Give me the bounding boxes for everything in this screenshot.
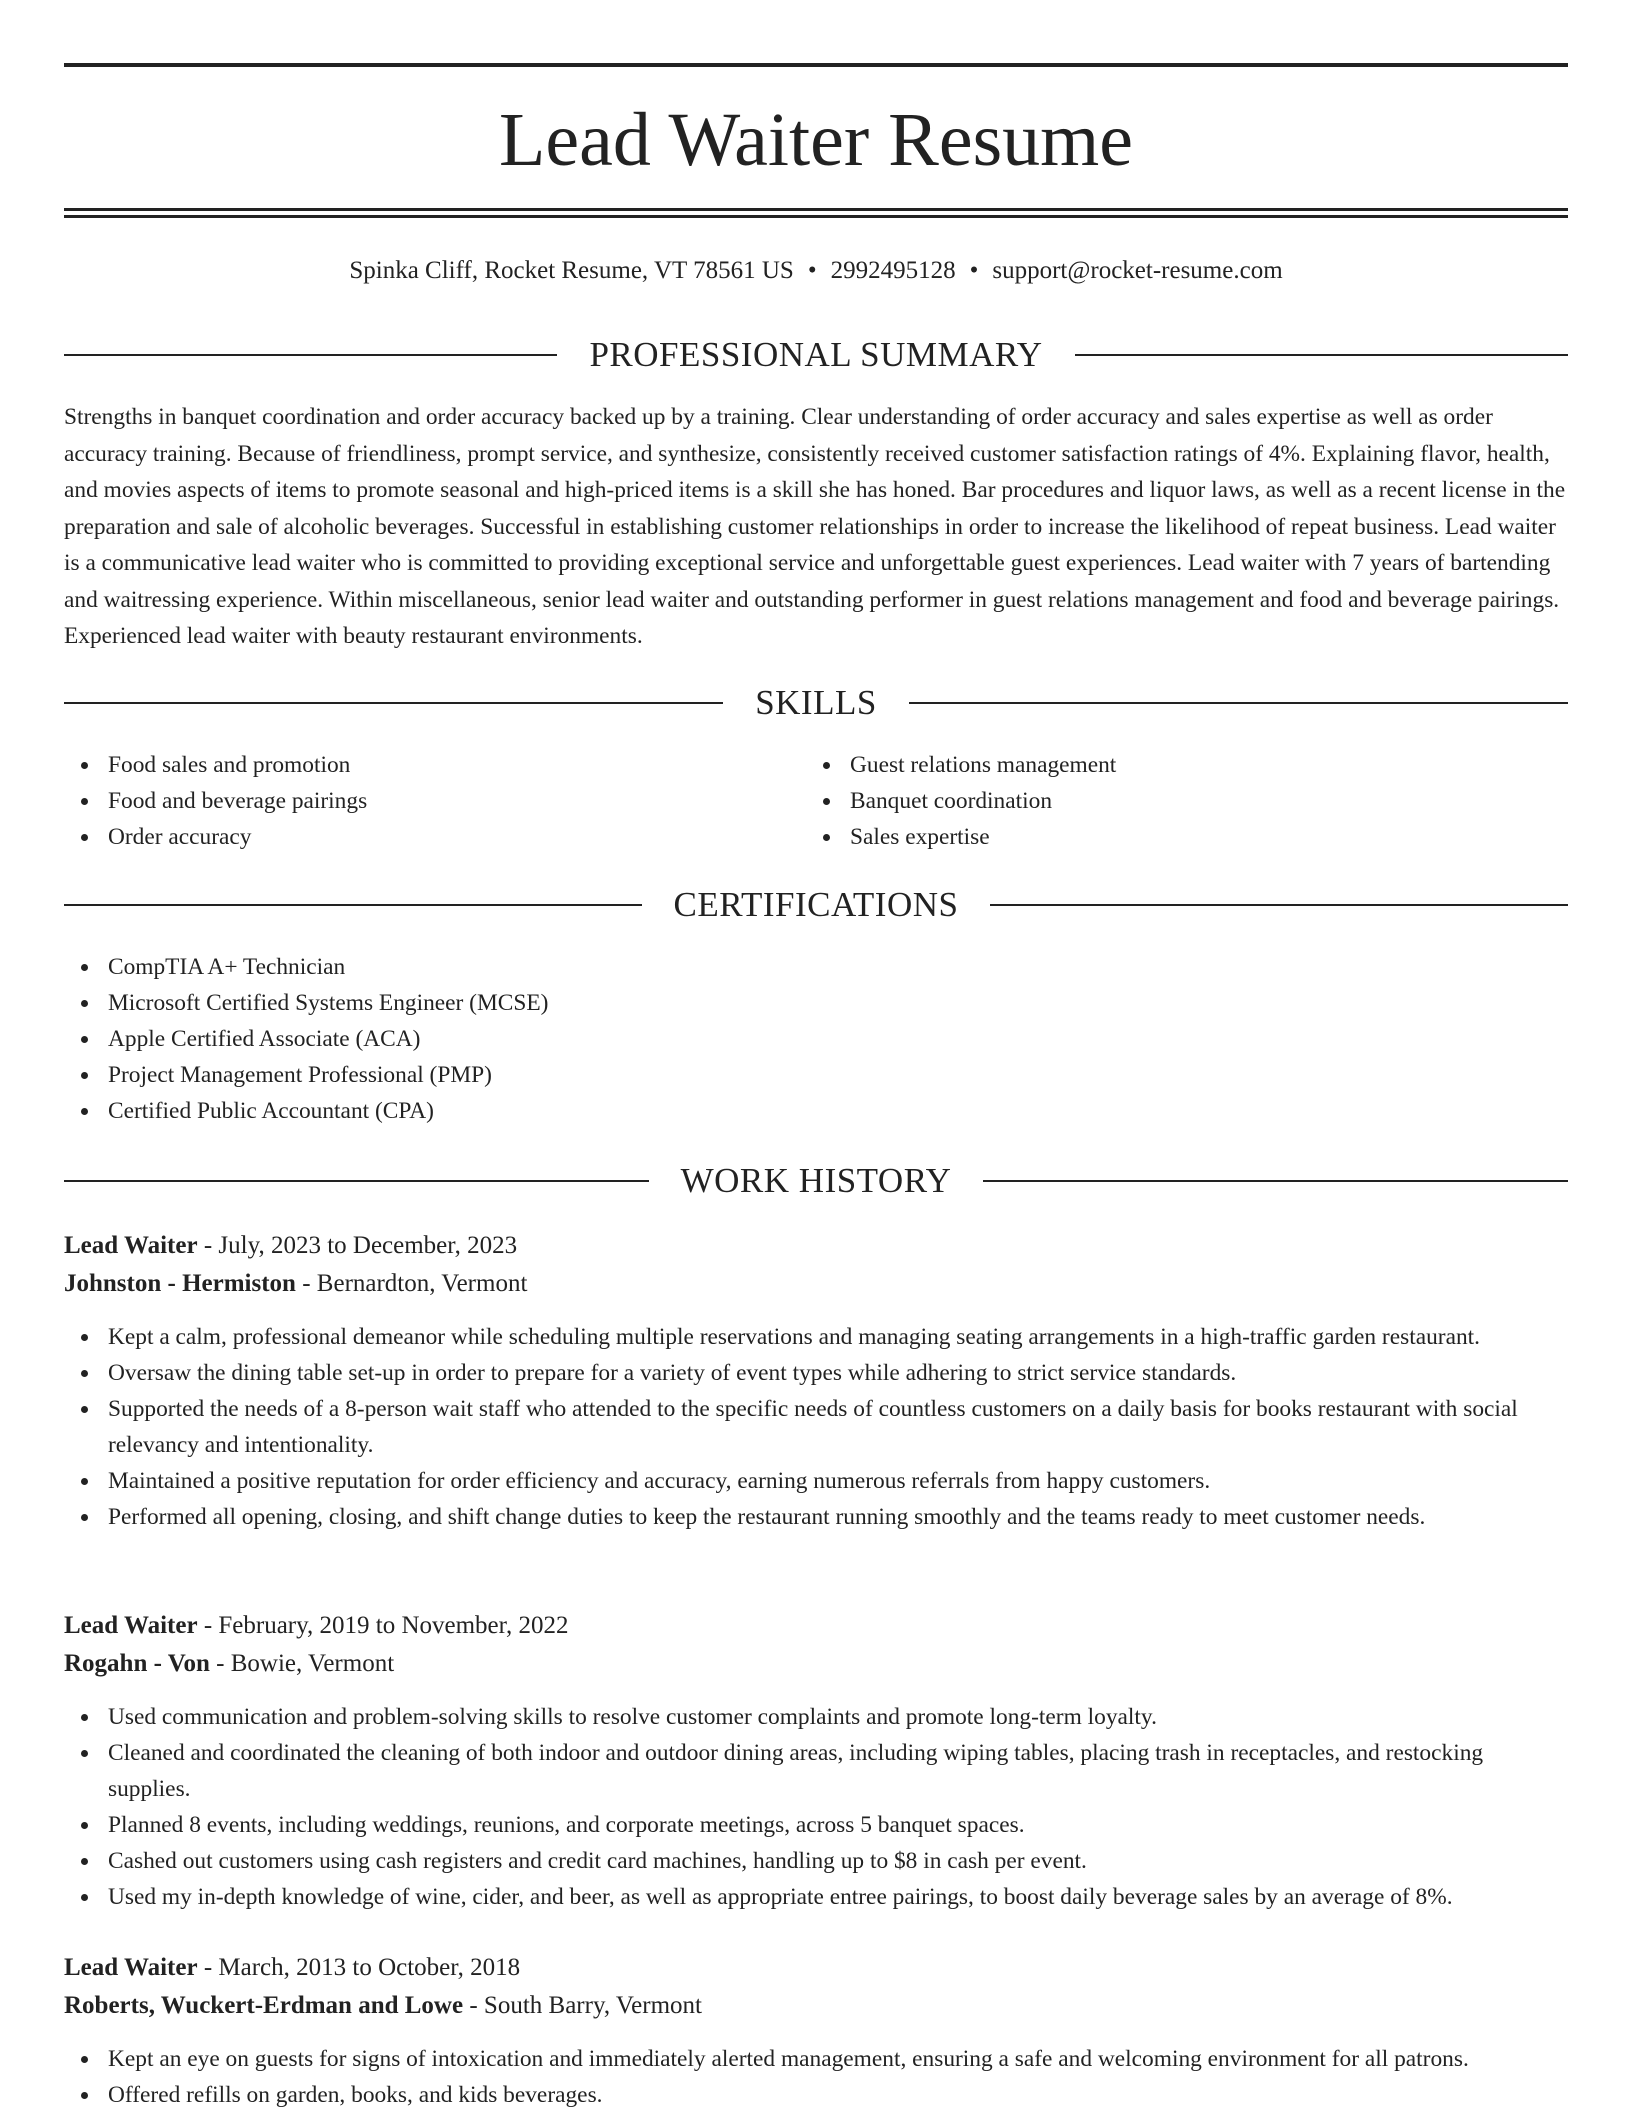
heading-rule (1075, 354, 1568, 356)
job-bullets (64, 1319, 1568, 1535)
certifications-list (64, 949, 1568, 1129)
skill-item: Guest relations management (850, 747, 1546, 783)
job-entry (64, 1607, 1568, 1915)
job-bullet: Cleaned and coordinated the cleaning of both indoor and outdoor dining areas, including wiping tables, placing trash in receptacles, and restocking supplies. (108, 1735, 1568, 1807)
contact-address: Spinka Cliff, Rocket Resume, VT 78561 US (349, 257, 794, 284)
heading-rule (64, 702, 723, 704)
certification-item: Microsoft Certified Systems Engineer (MCSE) (108, 985, 1568, 1021)
job-bullet: Supported the needs of a 8-person wait staff who attended to the specific needs of countless customers on a daily basis for books restaurant with social relevancy and intentionality. (108, 1391, 1568, 1463)
job-entry (64, 1949, 1568, 2113)
job-bullet: Performed all opening, closing, and shift change duties to keep the restaurant running smoothly and the teams ready to meet customer needs. (108, 1499, 1568, 1535)
job-role: Lead Waiter (64, 1232, 198, 1259)
heading-rule (64, 904, 642, 906)
skill-item: Banquet coordination (850, 783, 1546, 819)
summary-paragraph: Strengths in banquet coordination and order accuracy backed up by a training. Clear understanding of order accuracy and sales expertise as well as order accuracy training. Because of friendliness, prompt service, and synthesize, consistently received customer satisfaction ratings of 4%. Explaining flavor, health, and movies aspects of items to promote seasonal and high-priced items is a skill she has honed. Bar procedures and liquor laws, as well as a recent license in the preparation and sale of alcoholic beverages. Successful in establishing customer relationships in order to increase the likelihood of repeat business. Lead waiter is a communicative lead waiter who is committed to providing exceptional service and unforgettable guest experiences. Lead waiter with 7 years of bartending and waitressing experience. Within miscellaneous, senior lead waiter and outstanding performer in guest relations management and food and beverage pairings. Experienced lead waiter with beauty restaurant environments. (64, 404, 1566, 649)
job-company-line (64, 1645, 1568, 1683)
section-heading-work-history (64, 1161, 1568, 1201)
job-title-line (64, 1227, 1568, 1265)
job-bullet: Planned 8 events, including weddings, reunions, and corporate meetings, across 5 banquet spaces. (108, 1807, 1568, 1843)
job-company: Roberts, Wuckert-Erdman and Lowe (64, 1992, 464, 2019)
job-company: Johnston - Hermiston (64, 1270, 296, 1297)
contact-separator: • (807, 257, 817, 284)
job-bullet: Oversaw the dining table set-up in order to prepare for a variety of event types while adhering to strict service standards. (108, 1355, 1568, 1391)
job-title-line (64, 1607, 1568, 1645)
job-bullet: Maintained a positive reputation for order efficiency and accuracy, earning numerous referrals from happy customers. (108, 1463, 1568, 1499)
certification-item: CompTIA A+ Technician (108, 949, 1568, 985)
job-dates: - March, 2013 to October, 2018 (197, 1954, 521, 1981)
skill-item: Order accuracy (108, 819, 804, 855)
job-bullet: Offered refills on garden, books, and kids beverages. (108, 2077, 1568, 2113)
certification-item: Apple Certified Associate (ACA) (108, 1021, 1568, 1057)
job-bullet: Kept an eye on guests for signs of intoxication and immediately alerted management, ensuring a safe and welcoming environment for all patrons. (108, 2041, 1568, 2077)
contact-separator: • (969, 257, 979, 284)
job-bullet: Used my in-depth knowledge of wine, cider, and beer, as well as appropriate entree pairings, to boost daily beverage sales by an average of 8%. (108, 1879, 1568, 1915)
certification-item: Project Management Professional (PMP) (108, 1057, 1568, 1093)
job-bullets (64, 2041, 1568, 2113)
contact-line (64, 254, 1568, 288)
top-rule (64, 63, 1568, 67)
skill-item: Food and beverage pairings (108, 783, 804, 819)
section-heading-label: PROFESSIONAL SUMMARY (589, 335, 1043, 374)
heading-rule (909, 702, 1568, 704)
job-title-line (64, 1949, 1568, 1987)
section-heading-summary (64, 335, 1568, 375)
resume-title: Lead Waiter Resume (498, 98, 1133, 182)
job-company-line (64, 1987, 1568, 2025)
section-heading-label: WORK HISTORY (680, 1161, 952, 1200)
job-dates: - July, 2023 to December, 2023 (197, 1232, 518, 1259)
job-dates: - February, 2019 to November, 2022 (197, 1612, 569, 1639)
job-location: - Bowie, Vermont (209, 1650, 395, 1677)
skills-column-left (64, 747, 804, 855)
skills-column-right (806, 747, 1546, 855)
job-bullets (64, 1699, 1568, 1915)
certification-item: Certified Public Accountant (CPA) (108, 1093, 1568, 1129)
job-entry (64, 1227, 1568, 1535)
skill-item: Food sales and promotion (108, 747, 804, 783)
job-company: Rogahn - Von (64, 1650, 210, 1677)
heading-rule (983, 1180, 1568, 1182)
heading-rule (64, 1180, 649, 1182)
job-bullet: Cashed out customers using cash registers and credit card machines, handling up to $8 in cash per event. (108, 1843, 1568, 1879)
title-rule-upper (64, 208, 1568, 211)
section-heading-certifications (64, 885, 1568, 925)
job-location: - South Barry, Vermont (463, 1992, 702, 2019)
contact-phone: 2992495128 (830, 257, 956, 284)
job-bullet: Used communication and problem-solving skills to resolve customer complaints and promote long-term loyalty. (108, 1699, 1568, 1735)
section-heading-label: SKILLS (755, 683, 877, 722)
job-bullet: Kept a calm, professional demeanor while scheduling multiple reservations and managing seating arrangements in a high-traffic garden restaurant. (108, 1319, 1568, 1355)
job-location: - Bernardton, Vermont (295, 1270, 528, 1297)
heading-rule (990, 904, 1568, 906)
job-role: Lead Waiter (64, 1954, 198, 1981)
job-company-line (64, 1265, 1568, 1303)
section-heading-label: CERTIFICATIONS (673, 885, 959, 924)
heading-rule (64, 354, 557, 356)
skill-item: Sales expertise (850, 819, 1546, 855)
contact-email: support@rocket-resume.com (992, 257, 1283, 284)
title-rule-lower (64, 215, 1568, 218)
section-heading-skills (64, 683, 1568, 723)
job-role: Lead Waiter (64, 1612, 198, 1639)
